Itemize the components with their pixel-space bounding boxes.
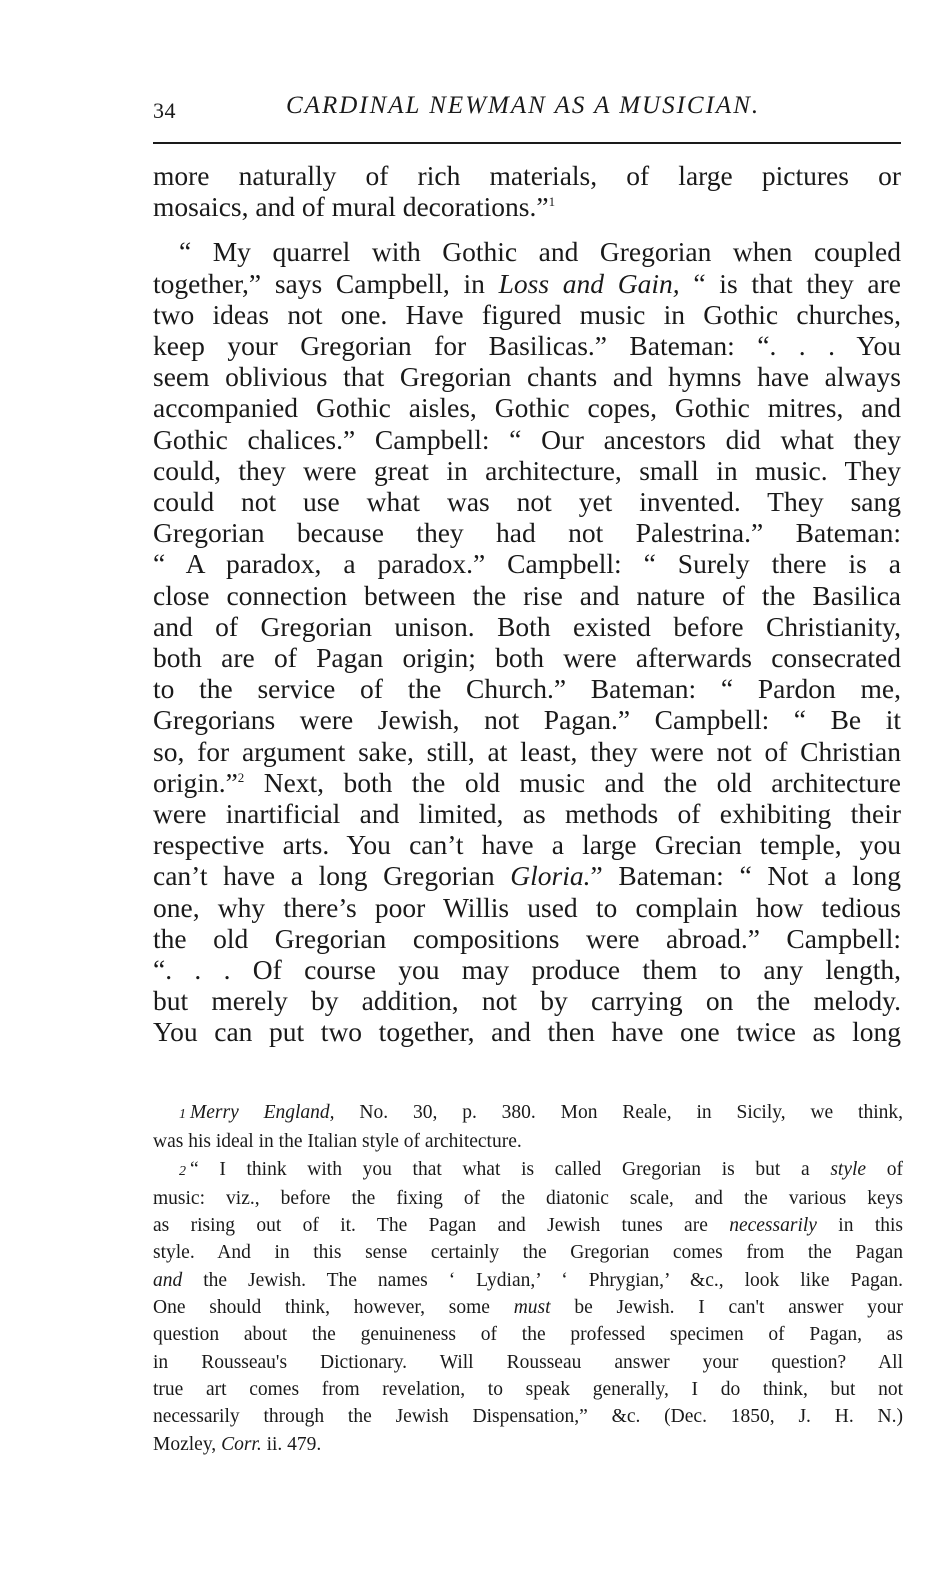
text-line: close connection between the rise and nature of the Basilica [153,579,901,611]
text-fragment: be Jewish. I can't answer your [550,1297,903,1319]
text-line: respective arts. You can’t have a large Grecian temple, you [153,829,901,861]
footnote-line [153,1212,903,1239]
text-line: seem oblivious that Gregorian chants and hymns have always [153,361,901,393]
text-line: so, for argument sake, still, at least, they were not of Christian [153,735,901,767]
text-line: but merely by addition, not by carrying on the melody. [153,985,901,1017]
emphasis: and [153,1269,183,1291]
text-fragment: mosaics, and of mural decorations.” [153,191,549,223]
text-line: Gothic chalices.” Campbell: “ Our ancestors did what they [153,423,901,455]
footnote-line: in Rousseau's Dictionary. Will Rousseau answer your question? All [153,1351,903,1373]
text-fragment: No. 30, p. 380. Mon Reale, in Sicily, we think, [334,1102,903,1123]
text-line: could not use what was not yet invented. They sang [153,486,901,518]
footnote-line [153,1267,903,1294]
text-fragment: ” Bateman: “ Not a long [590,860,901,892]
text-fragment: can’t have a long Gregorian [153,860,511,892]
footnote-line [153,1431,903,1458]
main-text [153,160,901,1048]
text-line: Gregorians were Jewish, not Pagan.” Campbell: “ Be it [153,704,901,736]
paragraph-continued [153,160,901,222]
text-line: Gregorian because they had not Palestrina.” Bateman: [153,517,901,549]
book-title: Loss and Gain, [498,267,680,299]
footnote-line: music: viz., before the fixing of the diatonic scale, and the various keys [153,1187,903,1209]
footnote-2 [153,1156,903,1458]
text-line: “ A paradox, a paradox.” Campbell: “ Surely there is a [153,548,901,580]
text-line: the old Gregorian compositions were abroad.” Campbell: [153,922,901,954]
text-fragment: as rising out of it. The Pagan and Jewish tunes are [153,1215,730,1237]
header-rule [153,142,901,144]
footnote-line [153,1099,903,1128]
text-line: two ideas not one. Have figured music in Gothic churches, [153,298,901,330]
page-number: 34 [153,98,176,123]
text-line: keep your Gregorian for Basilicas.” Bateman: “. . . You [153,330,901,362]
text-fragment: in this [816,1215,903,1237]
text-line: could, they were great in architecture, small in music. They [153,454,901,486]
text-fragment: origin.” [153,766,238,798]
footnote-ref: 2 [237,769,245,785]
text-line: “ My quarrel with Gothic and Gregorian when coupled [179,236,901,268]
text-line: accompanied Gothic aisles, Gothic copes, Gothic mitres, and [153,392,901,424]
emphasis: Corr. [221,1433,262,1455]
emphasis: must [513,1297,551,1319]
text-fragment: the Jewish. The names ‘ Lydian,’ ‘ Phrygian,’ &c., look like Pagan. [182,1269,903,1291]
text-fragment: Next, both the old music and the old architecture [244,766,901,798]
text-line: one, why there’s poor Willis used to complain how tedious [153,891,901,923]
footnote-mark: 2 [179,1163,186,1179]
footnotes [153,1099,903,1458]
footnote-line: necessarily through the Jewish Dispensation,” &c. (Dec. 1850, J. H. N.) [153,1406,903,1428]
text-line: both are of Pagan origin; both were afterwards consecrated [153,642,901,674]
footnote-line [153,1156,903,1185]
emphasis: style [830,1158,867,1180]
footnote-mark: 1 [179,1107,186,1122]
text-line: and of Gregorian unison. Both existed before Christianity, [153,610,901,642]
text-line: “. . . Of course you may produce them to any length, [153,954,901,986]
text-line [153,268,901,299]
work-title: Gloria. [510,860,591,892]
text-fragment: “ is that they are [679,267,901,299]
footnote-1 [153,1099,903,1156]
emphasis: necessarily [729,1215,817,1237]
footnote-line: style. And in this sense certainly the Gregorian comes from the Pagan [153,1242,903,1264]
text-fragment: “ I think with you that what is called Gregorian is but a [190,1158,831,1180]
text-line [153,191,901,222]
text-line: were inartificial and limited, as methods of exhibiting their [153,798,901,830]
text-fragment: of [866,1158,904,1180]
text-fragment: ii. 479. [261,1433,322,1455]
running-title: CARDINAL NEWMAN AS A MUSICIAN. [286,92,761,119]
footnote-line: true art comes from revelation, to speak generally, I do think, but not [153,1378,903,1400]
text-line: You can put two together, and then have one twice as long [153,1016,901,1048]
text-fragment: One should think, however, some [153,1297,514,1319]
text-fragment: together,” says Campbell, in [153,267,499,299]
paragraph-dialogue [153,236,901,1047]
text-line: to the service of the Church.” Bateman: “ Pardon me, [153,673,901,705]
text-fragment: Mozley, [153,1433,222,1455]
footnote-line [153,1294,903,1321]
footnote-line: was his ideal in the Italian style of architecture. [153,1131,522,1153]
footnote-line: question about the genuineness of the professed specimen of Pagan, as [153,1324,903,1346]
text-line [153,767,901,798]
journal-title: Merry England, [190,1102,335,1123]
page-header [153,92,903,126]
footnote-ref: 1 [548,194,556,210]
text-line: more naturally of rich materials, of large pictures or [153,160,901,191]
paragraph-gap [153,222,901,236]
text-line [153,860,901,891]
